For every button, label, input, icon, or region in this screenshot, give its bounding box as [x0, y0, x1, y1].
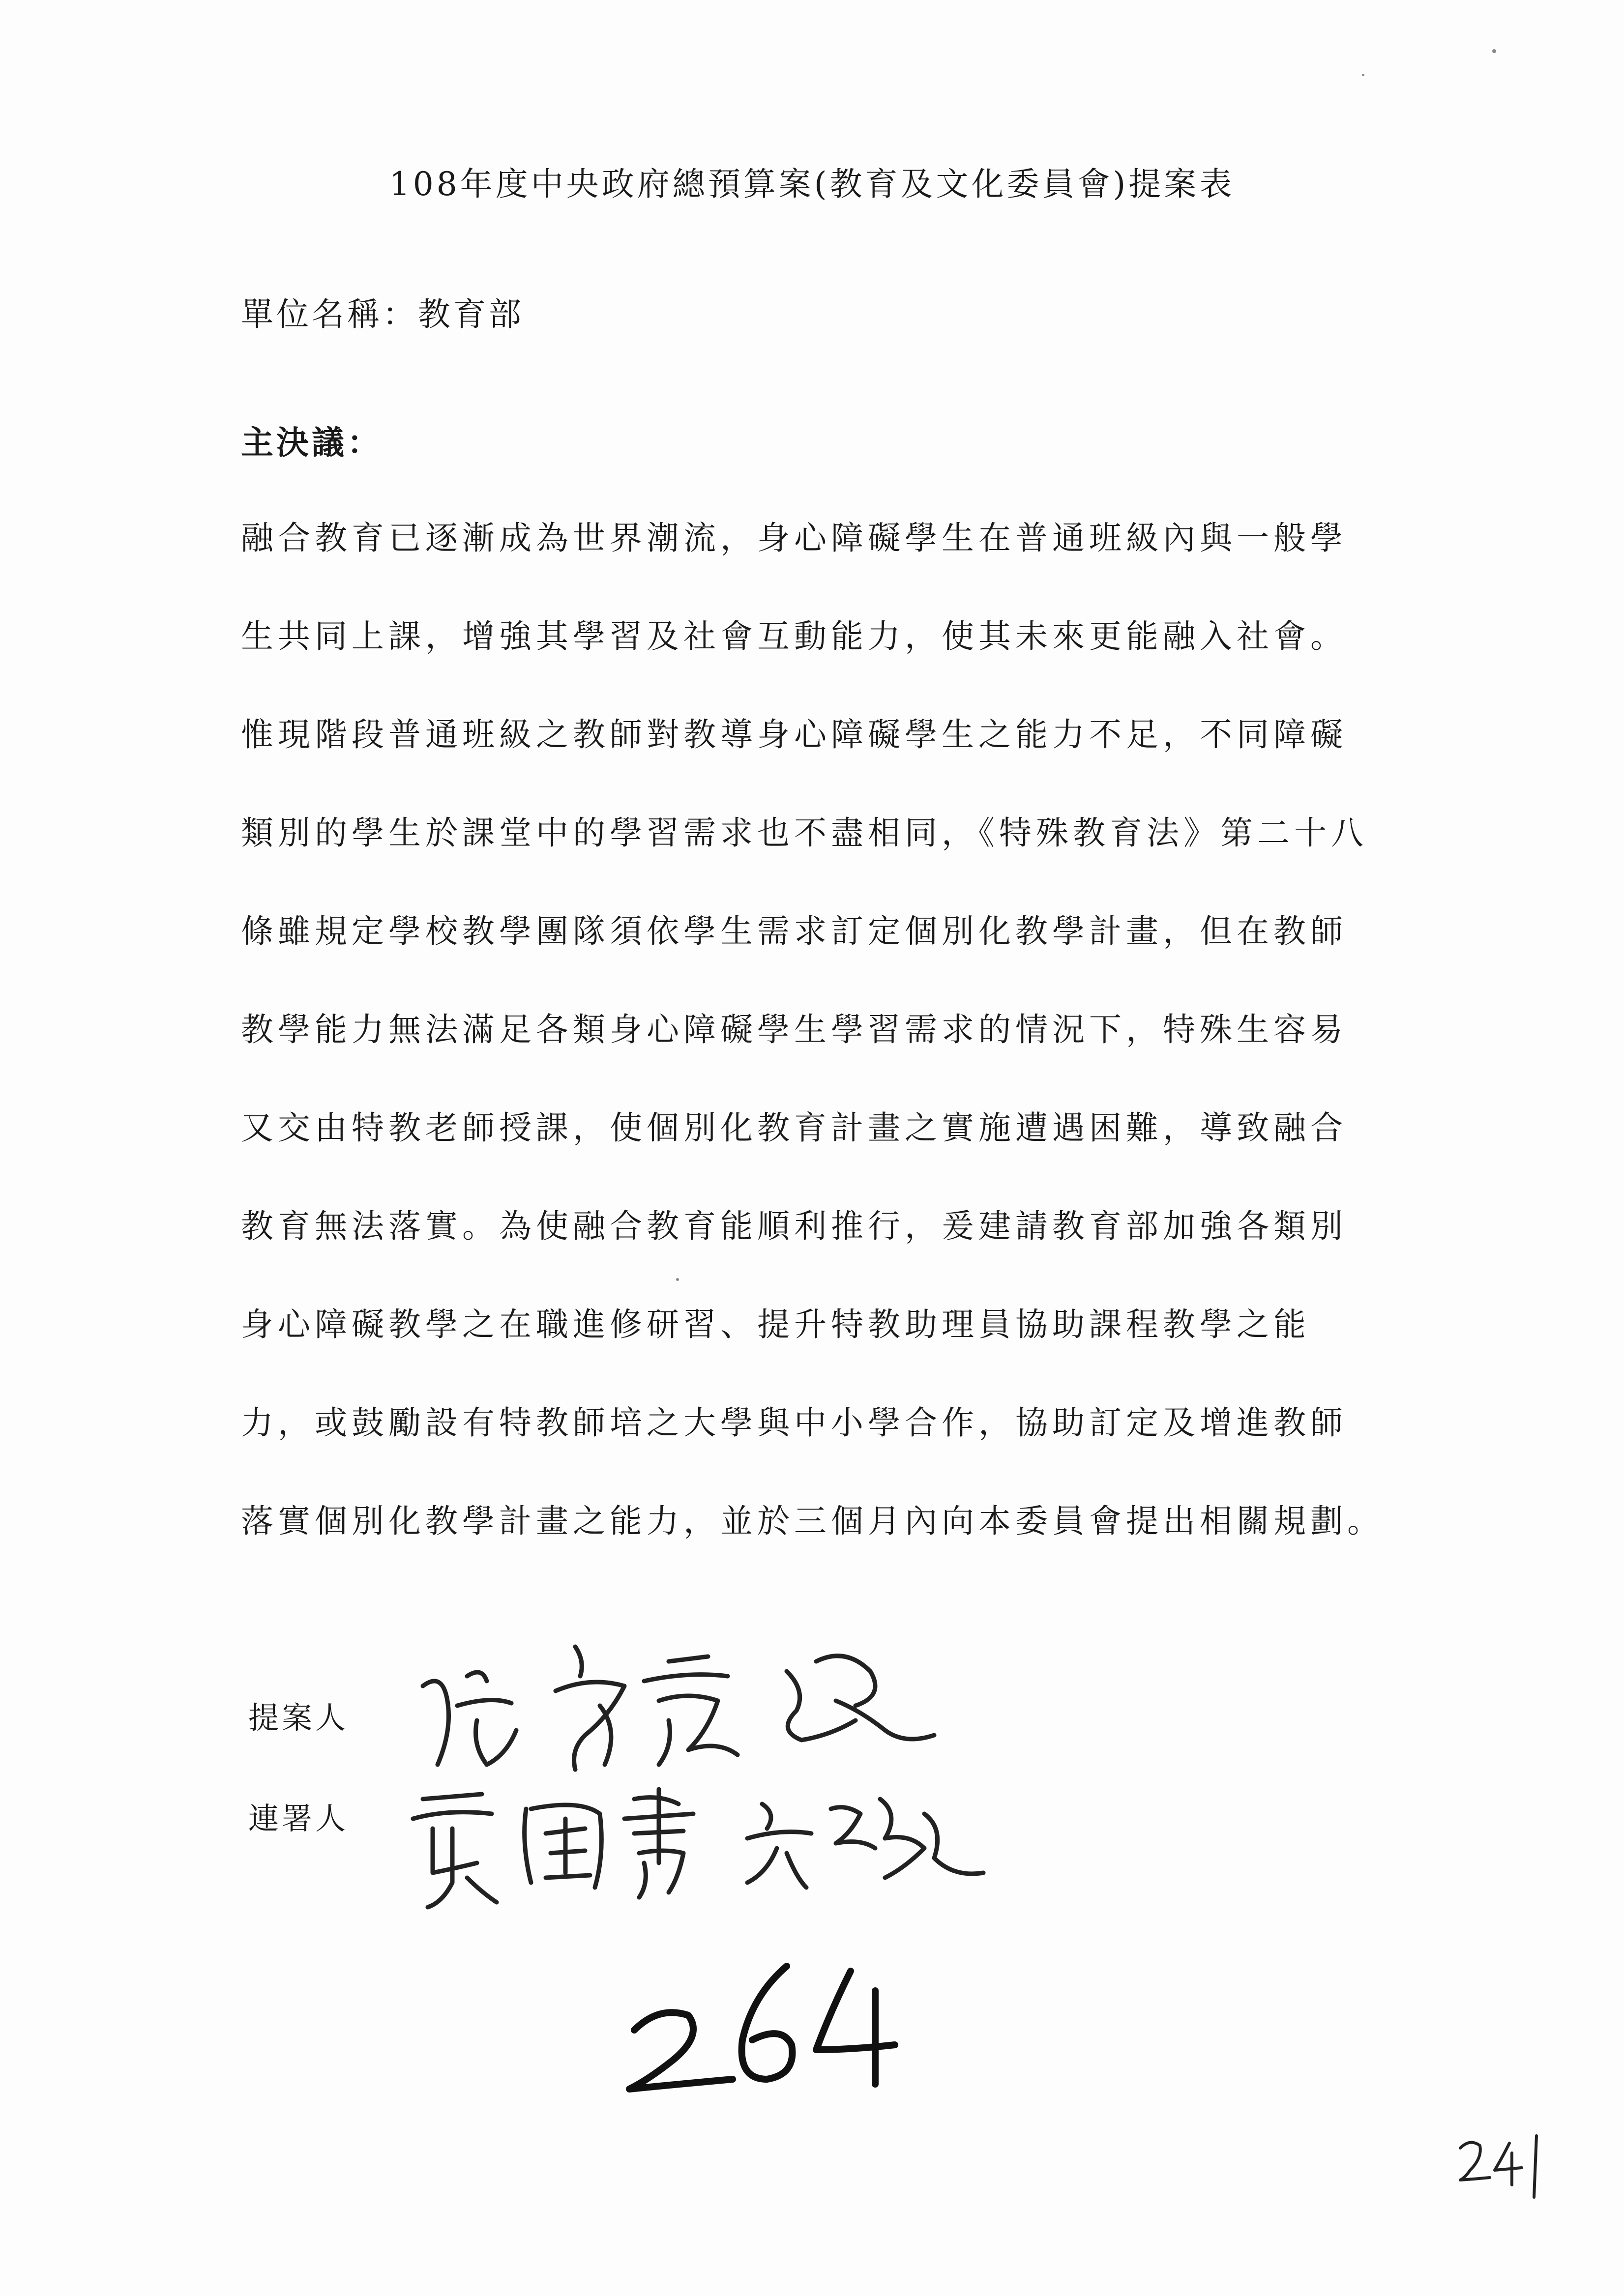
body-line: 生共同上課，增強其學習及社會互動能力，使其未來更能融入社會。	[241, 617, 1347, 655]
cosigner-signatures	[403, 1765, 1018, 1912]
body-line: 條雖規定學校教學團隊須依學生需求訂定個別化教學計畫，但在教師	[241, 912, 1347, 950]
proposer-label: 提案人	[248, 1700, 349, 1736]
body-line: 融合教育已逐漸成為世界潮流，身心障礙學生在普通班級內與一般學	[241, 519, 1347, 557]
body-line: 力，或鼓勵設有特教師培之大學與中小學合作，協助訂定及增進教師	[241, 1404, 1347, 1442]
proposer-signature	[413, 1617, 978, 1779]
handwritten-number	[620, 1937, 924, 2104]
body-line: 落實個別化教學計畫之能力，並於三個月內向本委員會提出相關規劃。	[241, 1502, 1384, 1540]
body-line: 教育無法落實。為使融合教育能順利推行，爰建請教育部加強各類別	[241, 1207, 1347, 1245]
body-line: 類別的學生於課堂中的學習需求也不盡相同，《特殊教育法》第二十八	[241, 814, 1368, 852]
document-title: 108年度中央政府總預算案(教育及文化委員會)提案表	[389, 165, 1235, 203]
body-line: 身心障礙教學之在職進修研習、提升特教助理員協助課程教學之能	[241, 1306, 1310, 1343]
resolution-heading: 主決議：	[241, 423, 383, 462]
body-line: 惟現階段普通班級之教師對教導身心障礙學生之能力不足，不同障礙	[241, 716, 1347, 754]
unit-name-line: 單位名稱：教育部	[241, 295, 524, 333]
body-line: 又交由特教老師授課，使個別化教育計畫之實施遭遇困難，導致融合	[241, 1109, 1347, 1147]
page-number	[1455, 2128, 1554, 2202]
cosigner-label: 連署人	[248, 1801, 349, 1836]
scan-speck	[1362, 74, 1364, 76]
body-line: 教學能力無法滿足各類身心障礙學生學習需求的情況下，特殊生容易	[241, 1011, 1347, 1048]
scan-speck	[1492, 49, 1496, 53]
resolution-body	[241, 516, 1396, 1598]
scan-speck	[676, 1278, 679, 1281]
